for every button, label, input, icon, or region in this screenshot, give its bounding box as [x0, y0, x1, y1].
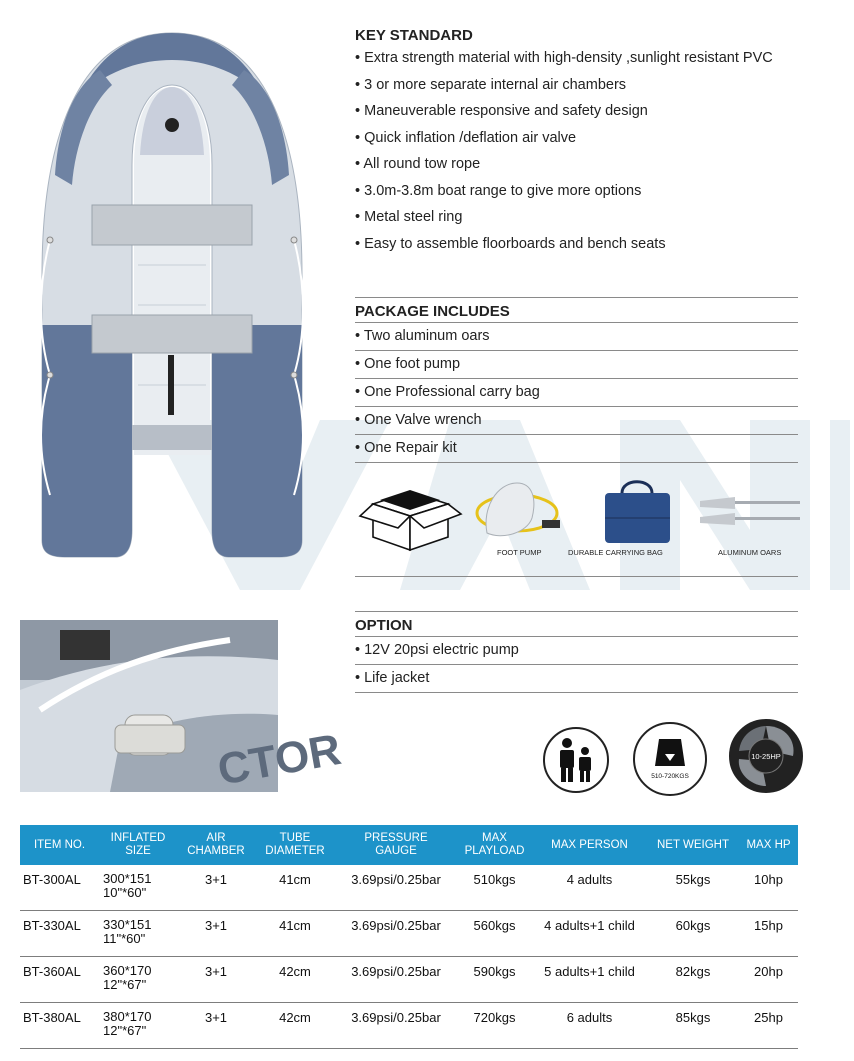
cell-tube: 42cm	[255, 957, 335, 1003]
cell-pressure: 3.69psi/0.25bar	[335, 911, 457, 957]
cell-weight: 60kgs	[647, 911, 739, 957]
table-row	[20, 957, 798, 1003]
key-standard-item: • Quick inflation /deflation air valve	[355, 125, 773, 152]
cell-pressure: 3.69psi/0.25bar	[335, 957, 457, 1003]
carry-bag-icon	[600, 478, 675, 546]
cell-person: 4 adults	[532, 865, 647, 911]
cell-weight: 82kgs	[647, 957, 739, 1003]
key-standard-list	[355, 45, 773, 257]
cell-item: BT-380AL	[20, 1003, 99, 1049]
cell-item: BT-300AL	[20, 865, 99, 911]
cell-chamber: 3+1	[177, 911, 255, 957]
capacity-persons-icon	[543, 727, 609, 793]
oars-icon	[700, 495, 800, 530]
inflatable-boat-image	[20, 25, 325, 560]
horsepower-icon	[729, 719, 803, 793]
package-item: • One Repair kit	[355, 435, 798, 463]
cell-weight: 85kgs	[647, 1003, 739, 1049]
table-row	[20, 911, 798, 957]
cell-chamber: 3+1	[177, 957, 255, 1003]
table-row	[20, 1003, 798, 1049]
hull-lettering: CTOR	[214, 725, 345, 795]
column-header: INFLATED SIZE	[99, 825, 177, 865]
key-standard-item: • Extra strength material with high-density ,sunlight resistant PVC	[355, 45, 773, 72]
package-item: • One Professional carry bag	[355, 379, 798, 407]
cell-payload: 720kgs	[457, 1003, 532, 1049]
column-header: AIR CHAMBER	[177, 825, 255, 865]
divider	[355, 576, 798, 577]
cell-person: 4 adults+1 child	[532, 911, 647, 957]
cell-person: 5 adults+1 child	[532, 957, 647, 1003]
cell-hp: 25hp	[739, 1003, 798, 1049]
cell-tube: 41cm	[255, 865, 335, 911]
cell-chamber: 3+1	[177, 1003, 255, 1049]
cell-pressure: 3.69psi/0.25bar	[335, 865, 457, 911]
table-row	[20, 865, 798, 911]
package-includes-list	[355, 322, 798, 463]
column-header: MAX PERSON	[532, 825, 647, 865]
cell-hp: 10hp	[739, 865, 798, 911]
divider	[355, 297, 798, 298]
max-load-label: 510-720KGS	[651, 773, 689, 780]
option-item: • Life jacket	[355, 665, 798, 693]
cell-payload: 590kgs	[457, 957, 532, 1003]
package-includes-title: PACKAGE INCLUDES	[355, 303, 510, 320]
column-header: PRESSURE GAUGE	[335, 825, 457, 865]
key-standard-item: • Easy to assemble floorboards and bench seats	[355, 231, 773, 258]
column-header: ITEM NO.	[20, 825, 99, 865]
package-item: • One Valve wrench	[355, 407, 798, 435]
cell-item: BT-330AL	[20, 911, 99, 957]
carry-bag-caption: DURABLE CARRYING BAG	[568, 548, 663, 557]
cell-payload: 510kgs	[457, 865, 532, 911]
spec-table	[20, 825, 798, 1049]
key-standard-item: • All round tow rope	[355, 151, 773, 178]
package-item: • Two aluminum oars	[355, 323, 798, 351]
cell-hp: 20hp	[739, 957, 798, 1003]
option-list	[355, 636, 798, 693]
cell-size: 360*170 12"*67"	[99, 957, 177, 1003]
cell-chamber: 3+1	[177, 865, 255, 911]
package-item: • One foot pump	[355, 351, 798, 379]
max-load-icon	[633, 722, 707, 796]
valve-detail-photo	[20, 620, 345, 795]
key-standard-item: • Maneuverable responsive and safety design	[355, 98, 773, 125]
cell-size: 330*151 11"*60"	[99, 911, 177, 957]
cell-tube: 42cm	[255, 1003, 335, 1049]
column-header: NET WEIGHT	[647, 825, 739, 865]
key-standard-item: • 3 or more separate internal air chambers	[355, 72, 773, 99]
cell-payload: 560kgs	[457, 911, 532, 957]
column-header: TUBE DIAMETER	[255, 825, 335, 865]
cell-person: 6 adults	[532, 1003, 647, 1049]
box-icon	[358, 482, 463, 552]
key-standard-item: • Metal steel ring	[355, 204, 773, 231]
divider	[355, 611, 798, 612]
table-header-row	[20, 825, 798, 865]
cell-weight: 55kgs	[647, 865, 739, 911]
cell-hp: 15hp	[739, 911, 798, 957]
option-title: OPTION	[355, 617, 413, 634]
column-header: MAX PLAYLOAD	[457, 825, 532, 865]
cell-size: 300*151 10"*60"	[99, 865, 177, 911]
oars-caption: ALUMINUM OARS	[718, 548, 782, 557]
cell-item: BT-360AL	[20, 957, 99, 1003]
foot-pump-caption: FOOT PUMP	[497, 548, 542, 557]
cell-pressure: 3.69psi/0.25bar	[335, 1003, 457, 1049]
option-item: • 12V 20psi electric pump	[355, 637, 798, 665]
key-standard-item: • 3.0m-3.8m boat range to give more options	[355, 178, 773, 205]
cell-tube: 41cm	[255, 911, 335, 957]
horsepower-label: 10-25HP	[751, 752, 781, 761]
foot-pump-icon	[472, 478, 567, 548]
cell-size: 380*170 12"*67"	[99, 1003, 177, 1049]
column-header: MAX HP	[739, 825, 798, 865]
key-standard-title: KEY STANDARD	[355, 27, 473, 44]
